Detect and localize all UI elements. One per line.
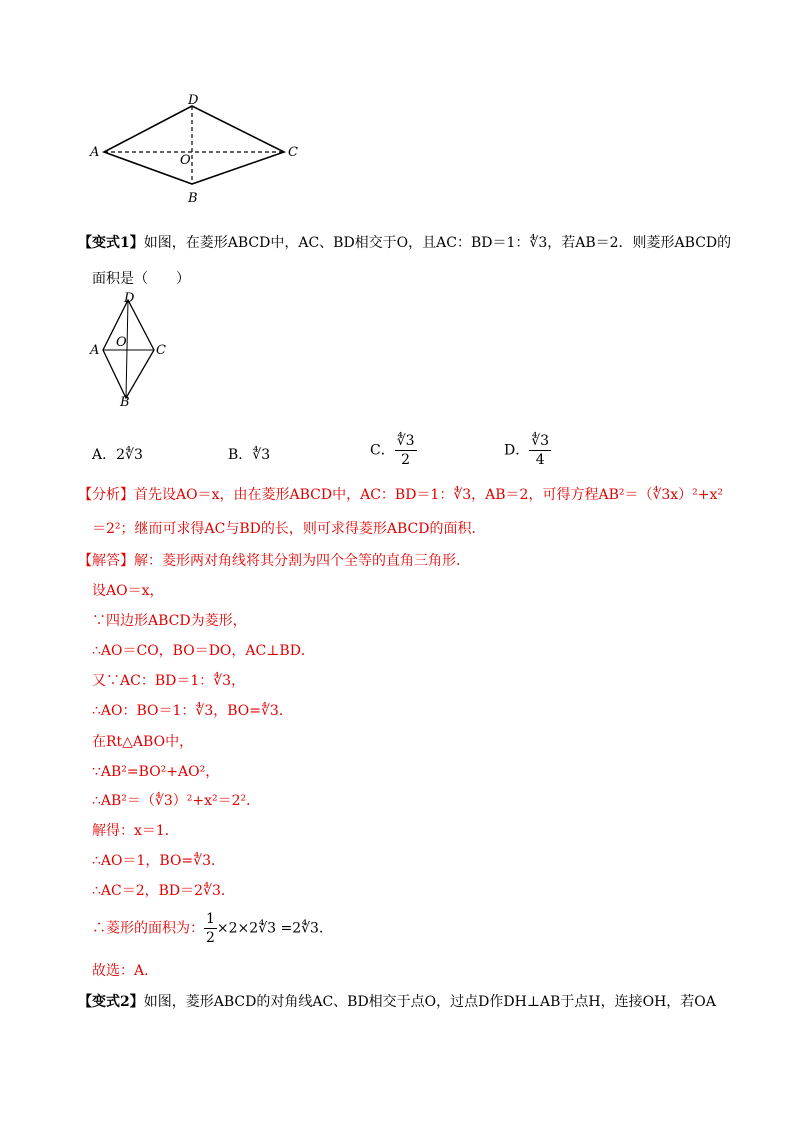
label-a: A xyxy=(90,145,100,160)
area-denominator: 2 xyxy=(206,930,215,946)
option-d-fraction xyxy=(529,432,551,469)
variant2-text: 如图，菱形ABCD的对角线AC、BD相交于点O，过点D作DH⊥AB于点H，连接OH，若OA xyxy=(143,994,716,1010)
option-c-prefix: C． xyxy=(370,442,395,459)
area-prefix: ∴菱形的面积为： xyxy=(92,920,204,937)
option-d[interactable] xyxy=(504,432,551,469)
label-a: A xyxy=(90,343,100,358)
solution-step: 设AO＝x， xyxy=(92,583,164,599)
label-c: C xyxy=(288,145,298,160)
analysis-line1: 【分析】首先设AO＝x，由在菱形ABCD中，AC：BD＝1：∜3，AB＝2，可得方程AB²＝（∜3x）²+x² xyxy=(78,487,724,503)
label-d: D xyxy=(124,292,135,306)
solution-step: 解得：x＝1． xyxy=(92,823,179,839)
solution-intro: 【解答】解：菱形两对角线将其分割为四个全等的直角三角形． xyxy=(78,553,470,569)
option-a[interactable]: A．2∜3 xyxy=(92,447,143,463)
solution-step: ∵AB²=BO²+AO²， xyxy=(92,764,220,780)
variant2-question xyxy=(78,993,716,1011)
option-c[interactable] xyxy=(370,432,417,469)
solution-step: 又∵AC：BD＝1：∜3， xyxy=(92,673,246,689)
option-c-denominator: 2 xyxy=(401,452,411,468)
solution-area xyxy=(92,910,333,947)
rhombus-outline xyxy=(103,300,154,398)
figure-rhombus-tall xyxy=(88,292,178,408)
area-fraction xyxy=(204,910,217,947)
label-c: C xyxy=(156,343,166,358)
variant1-question-line2: 面积是（ ） xyxy=(92,271,190,287)
variant1-question-text: 如图，在菱形ABCD中，AC、BD相交于O，且AC：BD＝1：∜3，若AB＝2．则菱形ABCD的 xyxy=(143,235,732,251)
solution-step: ∴AO＝1，BO=∜3． xyxy=(92,853,225,869)
solution-answer: 故选：A． xyxy=(92,963,159,979)
analysis-line2: ＝2²；继而可求得AC与BD的长，则可求得菱形ABCD的面积． xyxy=(92,521,486,537)
label-d: D xyxy=(188,93,199,108)
figure-rhombus-wide xyxy=(88,92,308,207)
variant1-tag: 【变式1】 xyxy=(78,235,144,251)
label-o: O xyxy=(180,153,191,168)
solution-step: ∵四边形ABCD为菱形， xyxy=(92,613,247,629)
area-numerator: 1 xyxy=(206,911,215,927)
option-d-numerator: ∜3 xyxy=(531,433,550,449)
option-b[interactable]: B．∜3 xyxy=(228,447,271,463)
solution-step: 在Rt△ABO中， xyxy=(92,734,194,750)
option-d-denominator: 4 xyxy=(535,452,545,468)
solution-step: ∴AB²＝（∜3）²+x²＝2²． xyxy=(92,793,261,809)
solution-step: ∴AO：BO＝1：∜3，BO=∜3． xyxy=(92,703,293,719)
label-b: B xyxy=(120,395,130,408)
area-suffix: ×2×2∜3 =2∜3． xyxy=(216,920,333,937)
variant2-tag: 【变式2】 xyxy=(78,994,144,1010)
label-b: B xyxy=(188,191,198,206)
option-c-fraction xyxy=(395,432,417,469)
rhombus-outline xyxy=(104,106,284,184)
option-c-numerator: ∜3 xyxy=(396,433,415,449)
label-o: O xyxy=(116,335,127,350)
option-d-prefix: D． xyxy=(504,442,530,459)
solution-step: ∴AC＝2，BD＝2∜3． xyxy=(92,883,235,899)
variant1-question-line1 xyxy=(78,234,731,252)
solution-step: ∴AO＝CO，BO＝DO，AC⊥BD． xyxy=(92,643,315,659)
